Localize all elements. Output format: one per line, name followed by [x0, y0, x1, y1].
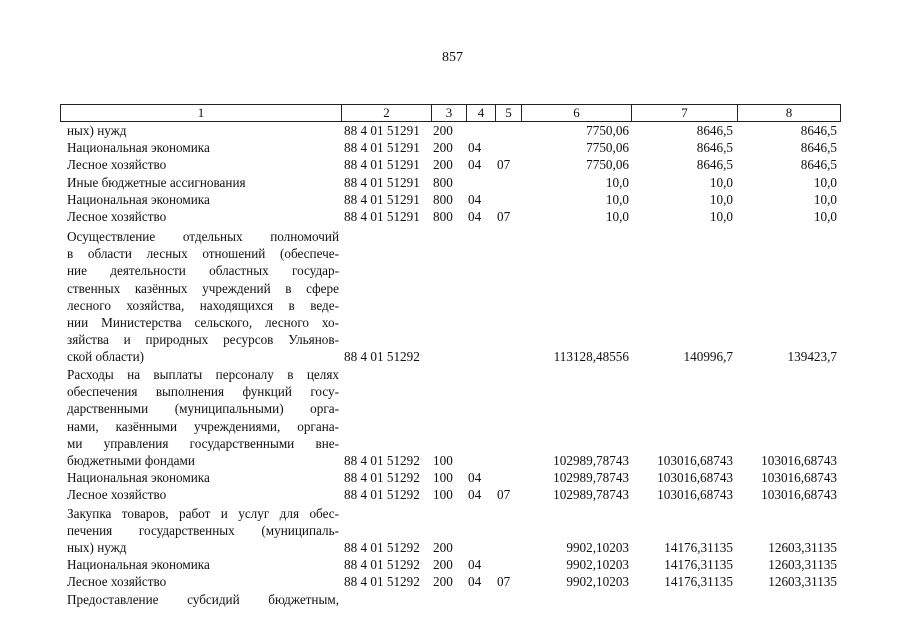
- cell-text: Предоставление субсидий бюджетным,: [67, 592, 339, 607]
- cell-v6: 7750,06: [586, 123, 629, 138]
- cell-text: ми управления государственными вне-: [67, 436, 339, 451]
- cell-v6: 102989,78743: [553, 487, 629, 502]
- cell-pr: 07: [497, 157, 511, 172]
- cell-v6: 113128,48556: [553, 349, 629, 364]
- cell-v8: 103016,68743: [761, 487, 837, 502]
- cell-v6: 10,0: [605, 192, 629, 207]
- cell-v8: 12603,31135: [768, 540, 837, 555]
- cell-code: 88 4 01 51292: [344, 349, 420, 364]
- cell-v8: 139423,7: [787, 349, 837, 364]
- cell-text: зяйства и природных ресурсов Ульянов-: [67, 332, 339, 347]
- cell-vr: 200: [433, 574, 453, 589]
- cell-v6: 9902,10203: [566, 557, 629, 572]
- cell-code: 88 4 01 51292: [344, 487, 420, 502]
- cell-text: Закупка товаров, работ и услуг для обес-: [67, 506, 339, 521]
- cell-vr: 200: [433, 557, 453, 572]
- cell-code: 88 4 01 51292: [344, 557, 420, 572]
- header-col-5: 5: [496, 105, 522, 121]
- page-number: 857: [442, 50, 463, 65]
- cell-vr: 800: [433, 192, 453, 207]
- cell-code: 88 4 01 51292: [344, 453, 420, 468]
- cell-text: Национальная экономика: [67, 192, 210, 207]
- cell-text: дарственными (муниципальными) орга-: [67, 401, 339, 416]
- cell-text: нии Министерства сельского, лесного хо-: [67, 315, 339, 330]
- cell-text: нами, казёнными учреждениями, органа-: [67, 419, 339, 434]
- cell-text: Расходы на выплаты персоналу в целях: [67, 367, 339, 382]
- cell-v6: 7750,06: [586, 157, 629, 172]
- header-col-2: 2: [342, 105, 432, 121]
- cell-text: Осуществление отдельных полномочий: [67, 229, 339, 244]
- cell-code: 88 4 01 51291: [344, 175, 420, 190]
- cell-v6: 102989,78743: [553, 470, 629, 485]
- cell-code: 88 4 01 51291: [344, 140, 420, 155]
- cell-text: Национальная экономика: [67, 470, 210, 485]
- cell-rz: 04: [468, 487, 482, 502]
- cell-text: ных) нужд: [67, 123, 127, 138]
- cell-v7: 10,0: [709, 175, 733, 190]
- cell-code: 88 4 01 51292: [344, 540, 420, 555]
- cell-v7: 140996,7: [683, 349, 733, 364]
- cell-text: Лесное хозяйство: [67, 209, 167, 224]
- cell-v6: 10,0: [605, 175, 629, 190]
- cell-v8: 103016,68743: [761, 453, 837, 468]
- table-header: [60, 104, 841, 122]
- cell-text: бюджетными фондами: [67, 453, 195, 468]
- cell-v7: 14176,31135: [664, 574, 733, 589]
- header-col-6: 6: [522, 105, 632, 121]
- header-col-8: 8: [738, 105, 841, 121]
- cell-pr: 07: [497, 487, 511, 502]
- cell-rz: 04: [468, 140, 482, 155]
- header-col-7: 7: [632, 105, 738, 121]
- cell-pr: 07: [497, 574, 511, 589]
- cell-v8: 10,0: [813, 209, 837, 224]
- cell-rz: 04: [468, 192, 482, 207]
- cell-code: 88 4 01 51291: [344, 157, 420, 172]
- cell-text: обеспечения выполнения функций госу-: [67, 384, 339, 399]
- cell-v7: 14176,31135: [664, 557, 733, 572]
- cell-v8: 10,0: [813, 175, 837, 190]
- cell-v6: 7750,06: [586, 140, 629, 155]
- cell-vr: 100: [433, 453, 453, 468]
- cell-vr: 200: [433, 157, 453, 172]
- cell-v6: 10,0: [605, 209, 629, 224]
- cell-text: Иные бюджетные ассигнования: [67, 175, 246, 190]
- header-col-1: 1: [61, 105, 342, 121]
- cell-text: Лесное хозяйство: [67, 487, 167, 502]
- cell-text: ственных казённых учреждений в сфере: [67, 281, 339, 296]
- cell-text: ской области): [67, 349, 145, 364]
- cell-vr: 100: [433, 487, 453, 502]
- cell-v8: 8646,5: [800, 157, 837, 172]
- cell-code: 88 4 01 51291: [344, 123, 420, 138]
- cell-v8: 8646,5: [800, 123, 837, 138]
- cell-rz: 04: [468, 470, 482, 485]
- cell-text: ных) нужд: [67, 540, 127, 555]
- cell-pr: 07: [497, 209, 511, 224]
- cell-code: 88 4 01 51291: [344, 192, 420, 207]
- cell-rz: 04: [468, 557, 482, 572]
- cell-vr: 200: [433, 540, 453, 555]
- cell-v7: 14176,31135: [664, 540, 733, 555]
- header-col-4: 4: [467, 105, 496, 121]
- cell-text: ние деятельности областных государ-: [67, 263, 339, 278]
- cell-v8: 103016,68743: [761, 470, 837, 485]
- cell-code: 88 4 01 51292: [344, 574, 420, 589]
- cell-rz: 04: [468, 209, 482, 224]
- cell-text: Лесное хозяйство: [67, 574, 167, 589]
- cell-v7: 8646,5: [696, 140, 733, 155]
- cell-text: Национальная экономика: [67, 140, 210, 155]
- cell-vr: 200: [433, 140, 453, 155]
- cell-v8: 10,0: [813, 192, 837, 207]
- cell-text: Национальная экономика: [67, 557, 210, 572]
- cell-v7: 8646,5: [696, 157, 733, 172]
- cell-text: Лесное хозяйство: [67, 157, 167, 172]
- cell-vr: 100: [433, 470, 453, 485]
- cell-rz: 04: [468, 157, 482, 172]
- cell-v7: 103016,68743: [657, 470, 733, 485]
- cell-vr: 800: [433, 175, 453, 190]
- cell-text: лесного хозяйства, находящихся в веде-: [67, 298, 339, 313]
- cell-v6: 9902,10203: [566, 540, 629, 555]
- cell-v7: 8646,5: [696, 123, 733, 138]
- cell-v8: 12603,31135: [768, 557, 837, 572]
- cell-text: печения государственных (муниципаль-: [67, 523, 339, 538]
- cell-v6: 9902,10203: [566, 574, 629, 589]
- cell-v8: 8646,5: [800, 140, 837, 155]
- cell-v7: 103016,68743: [657, 487, 733, 502]
- cell-v7: 10,0: [709, 209, 733, 224]
- cell-v8: 12603,31135: [768, 574, 837, 589]
- cell-code: 88 4 01 51292: [344, 470, 420, 485]
- cell-v7: 10,0: [709, 192, 733, 207]
- cell-text: в области лесных отношений (обеспече-: [67, 246, 339, 261]
- cell-vr: 800: [433, 209, 453, 224]
- header-col-3: 3: [432, 105, 467, 121]
- cell-v7: 103016,68743: [657, 453, 733, 468]
- cell-rz: 04: [468, 574, 482, 589]
- cell-vr: 200: [433, 123, 453, 138]
- cell-code: 88 4 01 51291: [344, 209, 420, 224]
- cell-v6: 102989,78743: [553, 453, 629, 468]
